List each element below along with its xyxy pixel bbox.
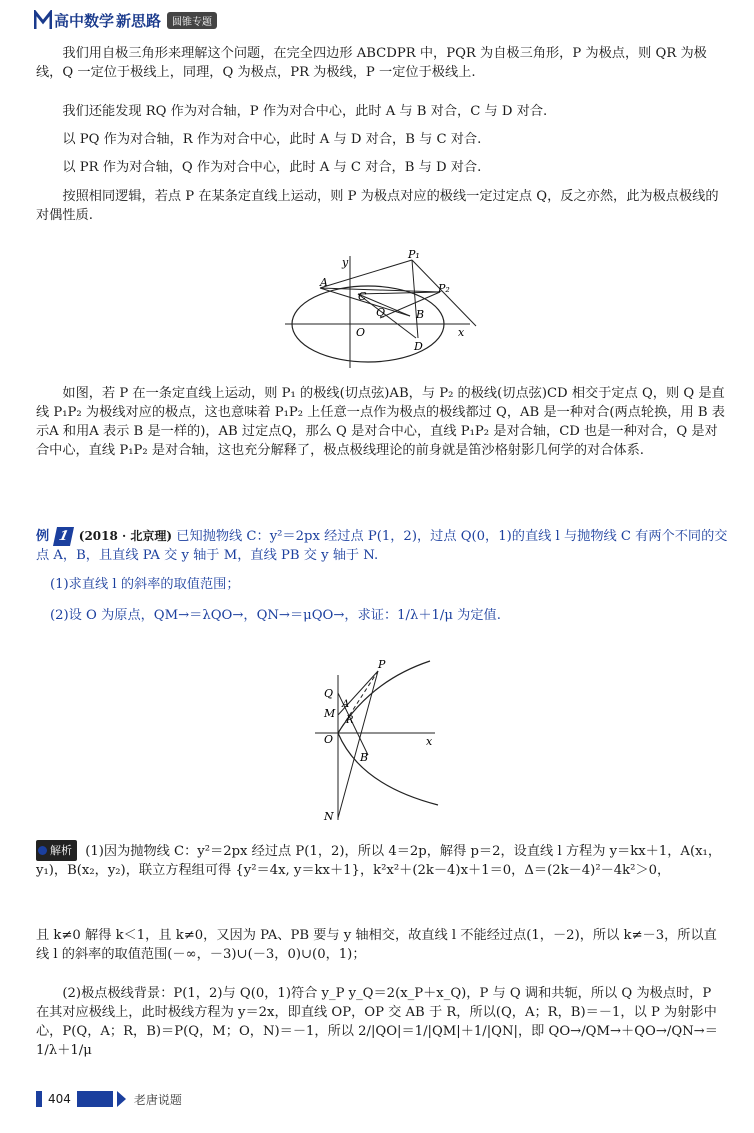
footer-block-icon (77, 1091, 113, 1107)
label-q: Q (376, 306, 386, 319)
parabola-diagram (310, 655, 450, 825)
label-m: M (324, 707, 336, 720)
label-x: x (458, 326, 465, 339)
brand-title: 高中数学 (54, 11, 115, 30)
question-2: (2)设 O 为原点，QM→＝λQO→，QN→＝μQO→，求证：1/λ＋1/μ 为定值. (50, 608, 501, 623)
label-o: O (324, 733, 334, 746)
label-n: N (324, 810, 334, 823)
example-statement (36, 527, 736, 565)
label-d: D (414, 340, 423, 353)
label-a: A (320, 276, 328, 289)
page-number: 404 (48, 1092, 71, 1106)
paragraph-3: 以 PQ 作为对合轴，R 作为对合中心，此时 A 与 D 对合，B 与 C 对合. (62, 132, 482, 147)
paragraph-2: 我们还能发现 RQ 作为对合轴，P 作为对合中心，此时 A 与 B 对合，C 与 D 对合. (62, 104, 548, 119)
example-text: 已知抛物线 C：y²＝2px 经过点 P(1，2)，过点 Q(0，1)的直线 l 与抛物线 C 有两个不同的交点 A，B，且直线 PA 交 y 轴于 M，直线 PB 交 y 轴于 N. (36, 529, 728, 563)
example-number: 1 (53, 527, 74, 546)
label-b: B (416, 308, 425, 321)
solution-part3: (2)极点极线背景：P(1，2)与 Q(0，1)符合 y_P y_Q＝2(x_P＋x_Q)，P 与 Q 调和共轭，所以 Q 为极点时，P 在其对应极线上，此时极线方程为 y＝2x，即直线 OP，OP 交 AB 于 R，所以(Q，A；R，B)＝－1，以 P 为射影中心，P(Q，A；R，B)＝P(Q，M；O，N)＝－1，所以 2/|QO|＝1/|QM|＋1/|QN|，即 QO→/QM→＋QO→/QN→＝1/λ＋1/μ (36, 986, 718, 1058)
example-label: 例 (36, 529, 50, 544)
topic-badge: 圆锥专题 (167, 12, 217, 29)
brand-subtitle: 新思路 (116, 11, 162, 30)
label-o: O (356, 326, 366, 339)
logo-icon (34, 10, 52, 30)
label-y: y (342, 256, 349, 269)
example-block (36, 527, 736, 625)
label-p: P (378, 658, 386, 671)
label-x: x (426, 735, 433, 748)
header (34, 8, 217, 32)
label-p1: P₁ (408, 248, 420, 261)
footer-bar-icon (36, 1091, 42, 1107)
paragraph-4: 以 PR 作为对合轴，Q 作为对合中心，此时 A 与 C 对合，B 与 D 对合. (62, 160, 482, 175)
solution-part2: 且 k≠0 解得 k＜1，且 k≠0，又因为 PA、PB 要与 y 轴相交，故直线 l 不能经过点(1，－2)，所以 k≠－3，所以直线 l 的斜率的取值范围(－∞，－3)∪(－3，0)∪(0，1)； (36, 928, 717, 962)
paragraph-1: 我们用自极三角形来理解这个问题，在完全四边形 ABCDPR 中，PQR 为自极三角形，P 为极点，则 QR 为极线，Q 一定位于极线上，同理，Q 为极点，PR 为极线，P 一定位于极线上. (36, 46, 707, 80)
footer (36, 1090, 182, 1108)
question-1: (1)求直线 l 的斜率的取值范围； (50, 577, 240, 592)
ellipse-diagram (280, 248, 480, 373)
label-a: A (342, 699, 350, 710)
label-q: Q (324, 687, 334, 700)
label-p2: P₂ (438, 282, 450, 295)
example-source: (2018 · 北京理) (78, 529, 173, 543)
paragraph-6: 如图，若 P 在一条定直线上运动，则 P₁ 的极线(切点弦)AB，与 P₂ 的极线(切点弦)CD 相交于定点 Q，则 Q 是直线 P₁P₂ 为极线对应的极点，这也意味着 P₁P₂ 上任意一点作为极点的极线都过 Q，AB 是一种对合(两点轮换，用 B 表示A 和用A 表示 B 是一样的)，AB 过定点Q，那么 Q 是对合中心，直线 P₁P₂ 是对合轴，CD 也是一种对合，Q 是对合中心，直线 P₁P₂ 是对合轴，这也充分解释了，极点极线理论的前身就是笛沙格射影几何学的对合体系. (36, 386, 725, 458)
paragraph-5: 按照相同逻辑，若点 P 在某条定直线上运动，则 P 为极点对应的极线一定过定点 Q，反之亦然，此为极点极线的对偶性质. (36, 189, 719, 223)
label-c: C (358, 290, 367, 303)
footer-name: 老唐说题 (133, 1092, 182, 1107)
solution-tag: 解析 (36, 840, 77, 861)
footer-arrow-icon (117, 1091, 126, 1107)
tag-dot-icon (38, 846, 47, 855)
label-r: R (346, 715, 354, 726)
label-b: B (360, 751, 369, 764)
solution-part1: 解析 (1)因为抛物线 C：y²＝2px 经过点 P(1，2)，所以 4＝2p，解得 p＝2，设直线 l 方程为 y＝kx＋1，A(x₁，y₁)，B(x₂，y₂)，联立方程组可得 {y²＝4x, y＝kx＋1}，k²x²＋(2k－4)x＋1＝0，Δ＝(2k－4)²－4k²＞0， (36, 840, 726, 880)
